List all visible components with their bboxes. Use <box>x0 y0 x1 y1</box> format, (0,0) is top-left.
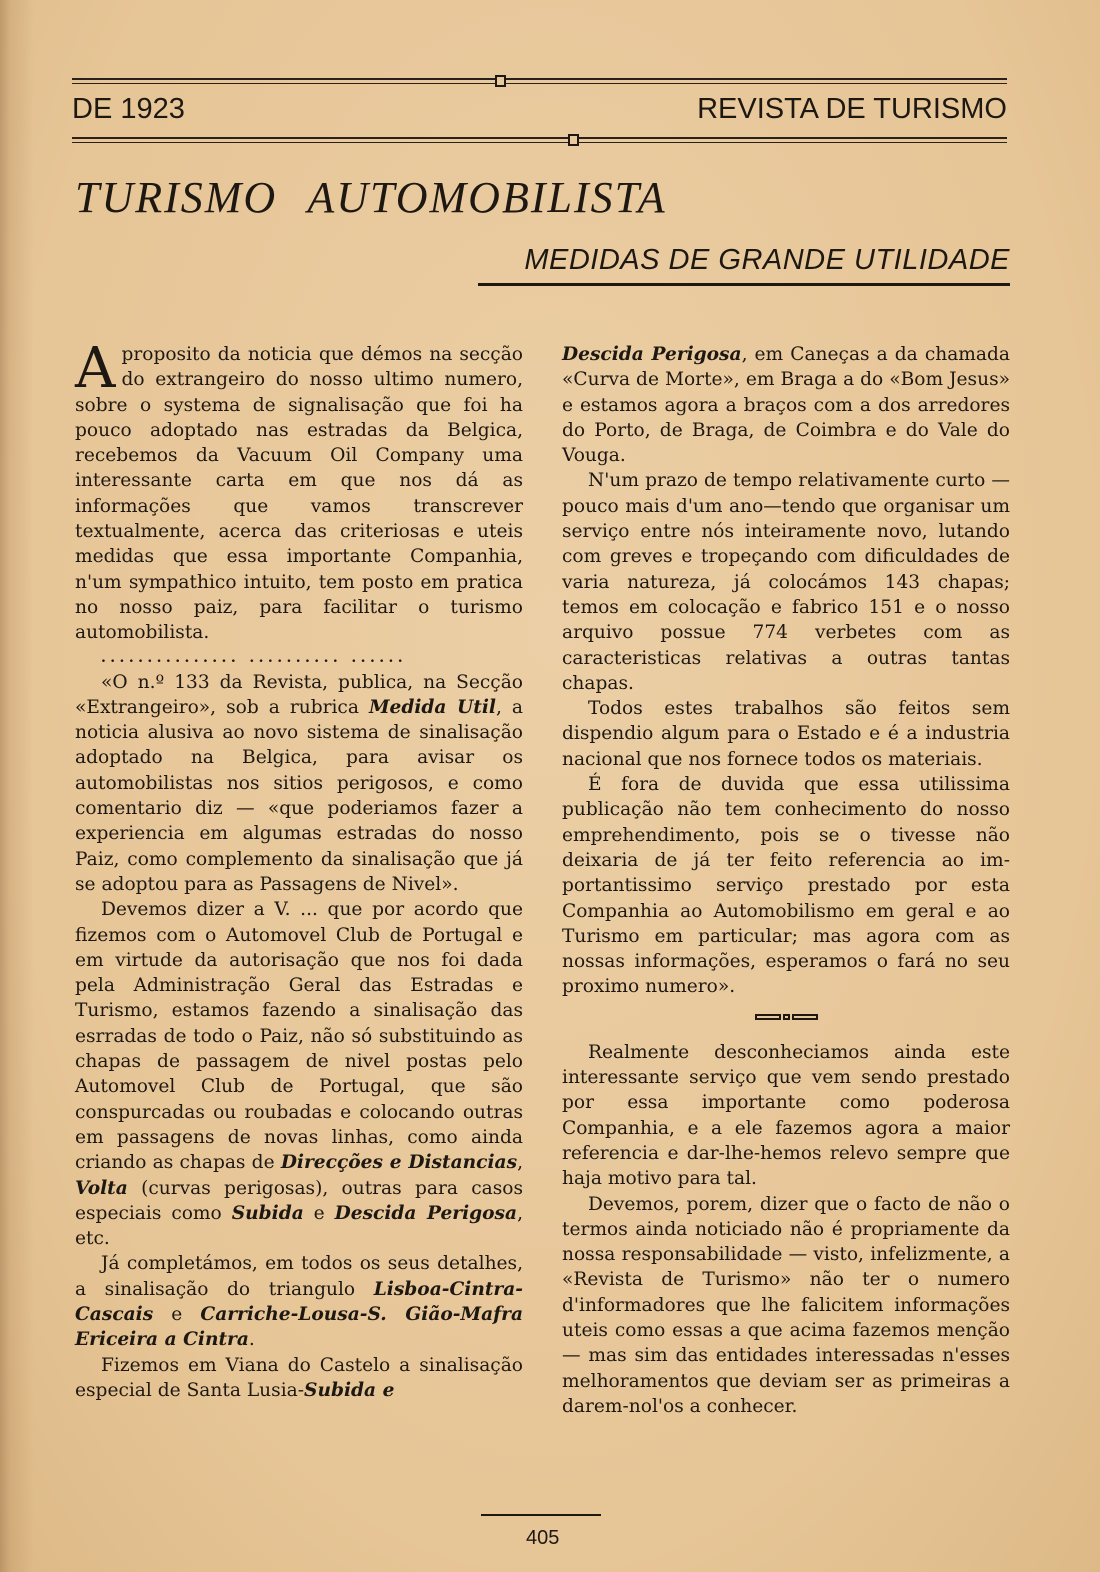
paragraph: Descida Perigosa, em Caneças a da chamada «Curva de Morte», em Braga a do «Bom Jesus» e estamos agora a braços com a dos arredores do Porto, de Braga, de Coimbra e do Vale do Vouga. <box>562 344 1011 467</box>
header-top-rule <box>72 78 1007 84</box>
left-column <box>75 336 523 1403</box>
header-bottom-rule <box>72 137 1007 143</box>
running-head <box>72 93 1007 129</box>
rule-ornament-icon <box>568 134 579 146</box>
paragraph: É fora de duvida que essa utilissima publicação não tem conhecimento do nosso emprehendimento, pois se o tivesse não deixaria de já ter feito referencia ao importantissimo serviço prestado por esta Companhia ao Automobilismo em geral e ao Turismo em particular; mas agora com as nossas informações, esperamos o fará no seu proximo numero». <box>562 774 1010 998</box>
paragraph: Fizemos em Viana do Castelo a sinalisação especial de Santa Lusia-Subida e <box>75 1354 523 1401</box>
paragraph: Devemos, porem, dizer que o facto de não o termos ainda noticiado não é propriamente da nossa responsabilidade — visto, infelizmente, a «Revista de Turismo» não ter o numero d'informadores que lhe falicitem informações uteis como essas a que acima fazemos menção — mas sim das entidades interessadas n'esses melhoramentos que deviam ser as primeiras a darem-nol'os a conhecer. <box>562 1193 1010 1417</box>
drop-cap: A <box>75 336 116 401</box>
page-number: 405 <box>526 1527 560 1549</box>
paragraph: Realmente desconheciamos ainda este interessante serviço que vem sendo prestado por essa importante como poderosa Companhia, e a ele fazemos agora a maior referencia e dar-lhe-hemos relevo sempre que haja motivo para tal. <box>562 1041 1010 1190</box>
subtitle-underline <box>478 283 1010 286</box>
right-column <box>562 342 1010 1419</box>
section-ornament-icon <box>562 1004 1010 1034</box>
paragraph: N'um prazo de tempo relativamente curto —pouco mais d'um ano—tendo que organisar um serviço entre nós inteiramente novo, lutando com greves e tropeçando com dificuldades de varia natureza, já colocámos 143 chapas; temos em colocação e fabrico 151 e o nosso arquivo possue 774 verbetes com as caracteristicas relativas a outras tantas chapas. <box>562 470 1010 694</box>
rule-ornament-icon <box>495 75 506 87</box>
dotted-separator: ............... .......... ...... <box>101 649 408 666</box>
footer-rule <box>481 1514 601 1516</box>
paragraph: Devemos dizer a V. ... que por acordo que fizemos com o Automovel Club de Portugal e em virtude da autorisação que nos foi dada pela Administração Geral das Estradas e Turismo, estamos fazendo a sinalisação das esrradas de todo o Paiz, não só substituindo as chapas de passagem de nivel postas pelo Automovel Club de Portugal, que são conspurcadas ou roubadas e colocando outras em passagens de novas linhas, como ainda criando as chapas de Direcções e Distancias, Volta (curvas perigosas), outras para casos especiais como Subida e Descida Perigosa, etc. <box>75 899 523 1250</box>
paragraph: Aproposito da noticia que démos na secção do extrangeiro do nosso ultimo numero, sobre o systema de signalisação que foi ha pouco adoptado nas estradas da Belgica, recebemos da Vacuum Oil Company uma interessante carta em que nos dá as informações que vamos transcrever textualmente, acerca das criteriosas e uteis medidas que essa importante Companhia, n'um sympathico intuito, tem posto em pratica no nosso paiz, para facilitar o turismo automobilista. <box>75 336 523 644</box>
paragraph: Já completámos, em todos os seus detalhes, a sinalisação do triangulo Lisboa-Cintra-Cascais e Carriche-Lousa-S. Gião-Mafra Ericeira a Cintra. <box>75 1253 523 1351</box>
paragraph: Todos estes trabalhos são feitos sem dispendio algum para o Estado e é a industria nacional que nos fornece todos os materiais. <box>562 698 1010 770</box>
magazine-name: REVISTA DE TURISMO <box>697 93 1007 125</box>
article-subtitle: MEDIDAS DE GRANDE UTILIDADE <box>524 244 1010 276</box>
issue-date: DE 1923 <box>72 93 185 125</box>
paragraph: «O n.º 133 da Revista, publica, na Secção «Extrangeiro», sob a rubrica Medida Util, a noticia alusiva ao novo sistema de sinalisação adoptado na Belgica, para avisar os automobilistas nos sitios perigosos, e como comentario diz — «que poderiamos fazer a experiencia em algumas estradas do nosso Paiz, como complemento da sinalisação que já se adoptou para as Passagens de Nivel». <box>75 671 523 895</box>
article-title: TURISMO AUTOMOBILISTA <box>75 173 667 222</box>
